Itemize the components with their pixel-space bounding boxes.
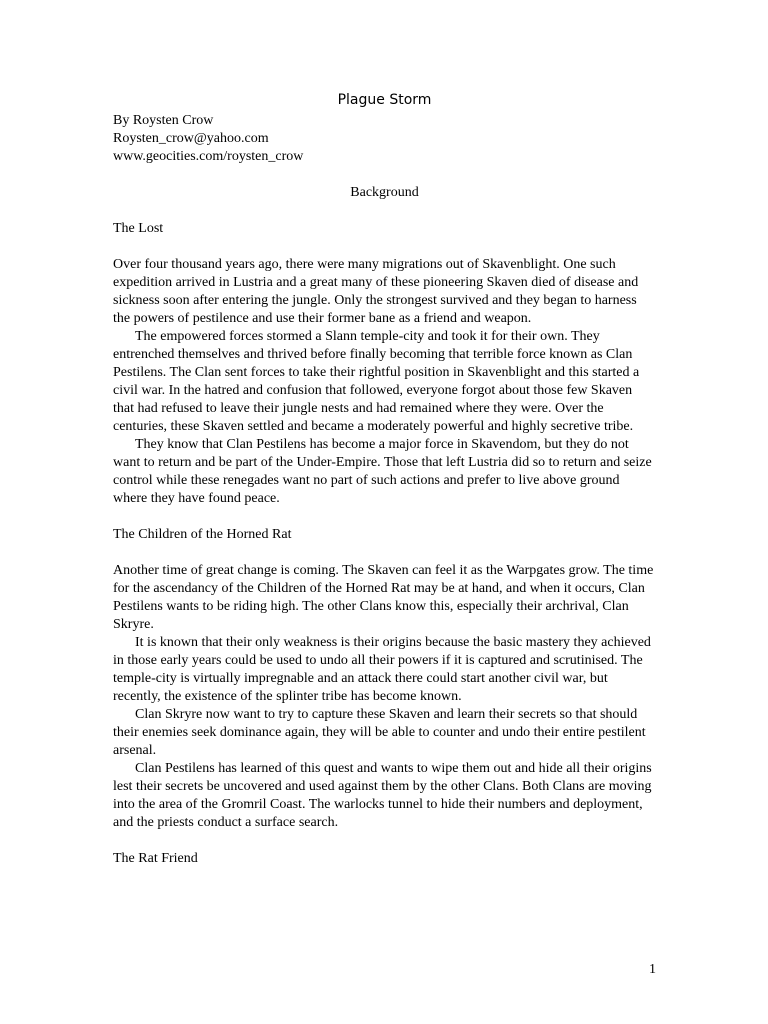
- spacer: [113, 166, 656, 184]
- document-page: [113, 90, 656, 868]
- paragraph: Clan Skryre now want to try to capture these Skaven and learn their secrets so that should their enemies seek dominance again, they will be able to counter and undo their entire pestilent arsenal.: [113, 707, 646, 758]
- paragraph: Over four thousand years ago, there were many migrations out of Skavenblight. One such expedition arrived in Lustria and a great many of these pioneering Skaven died of disease and sickness soon after entering the jungle. Only the strongest survived and they began to harness the powers of pestilence and use their former bane as a friend and weapon.: [113, 257, 639, 326]
- paragraph: They know that Clan Pestilens has become a major force in Skavendom, but they do not want to return and be part of the Under-Empire. Those that left Lustria did so to return and seize control while these renegades want no part of such actions and prefer to live above ground where they have found peace.: [113, 437, 652, 506]
- spacer: [113, 202, 656, 220]
- paragraph: Clan Pestilens has learned of this quest and wants to wipe them out and hide all their origins lest their secrets be uncovered and used against them by the other Clans. Both Clans are moving into the area of the Gromril Coast. The warlocks tunnel to hide their numbers and deployment, and the priests conduct a surface search.: [113, 761, 652, 830]
- author-website: www.geocities.com/roysten_crow: [113, 149, 304, 164]
- subsection-heading-the-lost: The Lost: [113, 221, 164, 236]
- author-email: Roysten_crow@yahoo.com: [113, 131, 269, 146]
- paragraph: Another time of great change is coming. The Skaven can feel it as the Warpgates grow. The time for the ascendancy of the Children of the Horned Rat may be at hand, and when it occurs, Clan Pestilens wants to be riding high. The other Clans know this, especially their archrival, Clan Skryre.: [113, 563, 654, 632]
- subsection-heading-rat-friend: The Rat Friend: [113, 851, 198, 866]
- paragraph: It is known that their only weakness is their origins because the basic mastery they achieved in those early years could be used to undo all their powers if it is captured and scrutinised. The temple-city is virtually impregnable and an attack there could start another civil war, but recently, the existence of the splinter tribe has become known.: [113, 635, 651, 704]
- paragraph: The empowered forces stormed a Slann temple-city and took it for their own. They entrenched themselves and thrived before finally becoming that terrible force known as Clan Pestilens. The Clan sent forces to take their rightful position in Skavenblight and this started a civil war. In the hatred and confusion that followed, everyone forgot about those few Skaven that had refused to leave their jungle nests and had remained where they were. Over the centuries, these Skaven settled and became a moderately powerful and highly secretive tribe.: [113, 329, 640, 434]
- spacer: [113, 508, 656, 526]
- subsection-heading-children-of-horned-rat: The Children of the Horned Rat: [113, 527, 292, 542]
- page-number: 1: [649, 962, 656, 977]
- author-line: By Roysten Crow: [113, 113, 214, 128]
- document-title: Plague Storm: [337, 92, 432, 108]
- spacer: [113, 544, 656, 562]
- spacer: [113, 238, 656, 256]
- section-heading: Background: [350, 185, 419, 200]
- spacer: [113, 832, 656, 850]
